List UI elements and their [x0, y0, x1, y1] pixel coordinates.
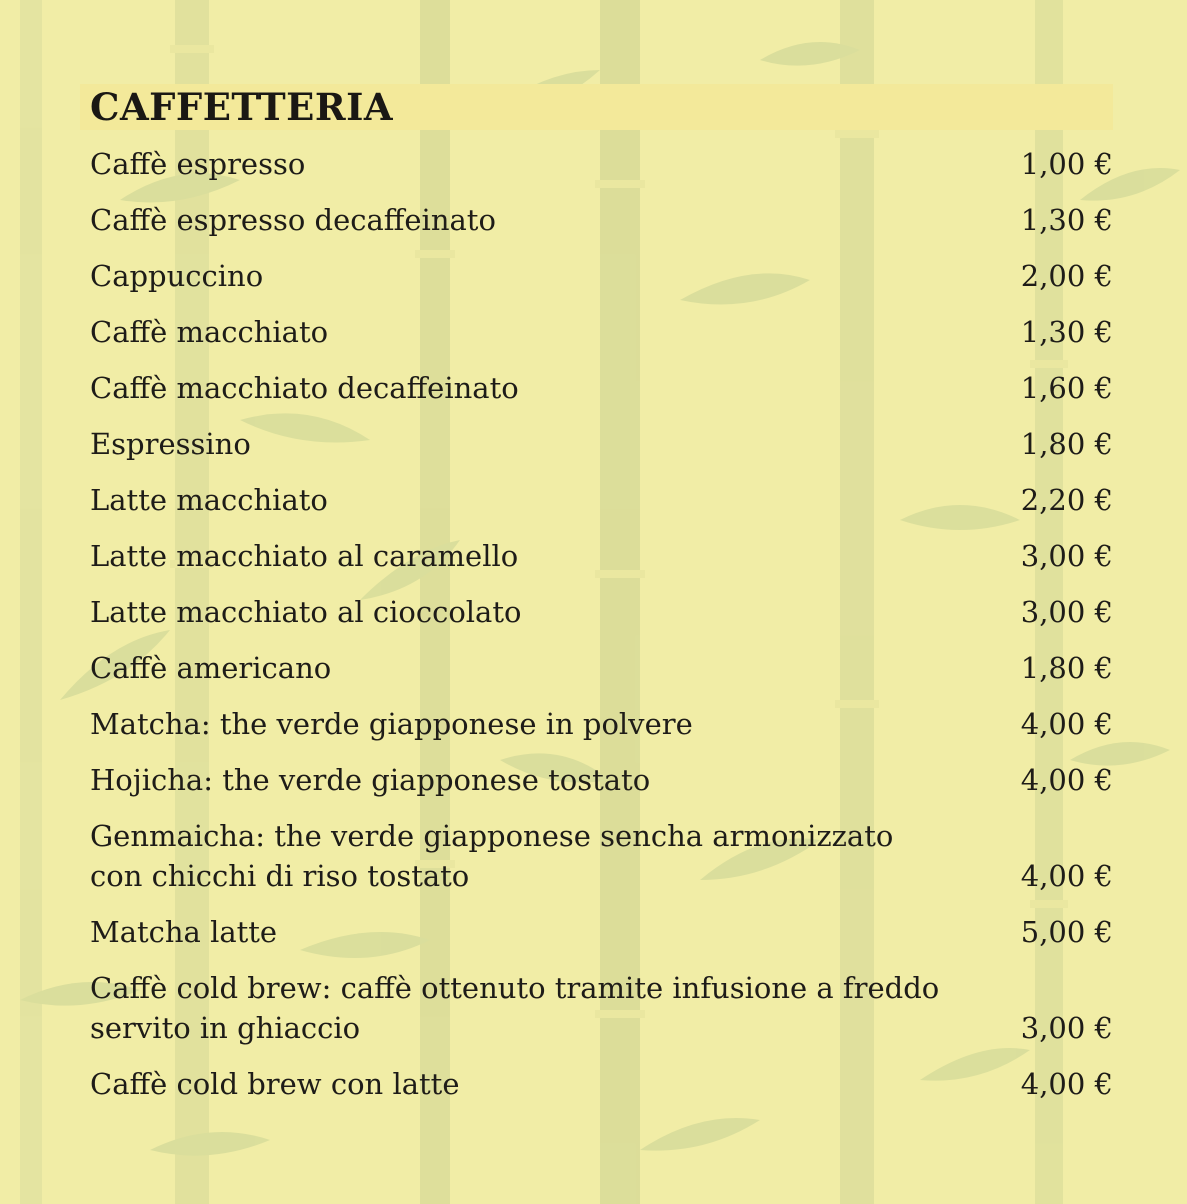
- item-price: 3,00 €: [1020, 1011, 1113, 1045]
- item-name: Caffè macchiato: [90, 315, 329, 349]
- menu-section: [80, 84, 1113, 1104]
- menu-item: [80, 800, 1113, 896]
- item-price: 3,00 €: [1020, 539, 1113, 573]
- menu-item: [80, 240, 1113, 296]
- item-name: Caffè espresso: [90, 147, 306, 181]
- menu-item: [80, 632, 1113, 688]
- menu-item: [80, 520, 1113, 576]
- menu-item: [80, 576, 1113, 632]
- item-price: 2,00 €: [1020, 259, 1113, 293]
- item-name: Genmaicha: the verde giapponese sencha armonizzato con chicchi di riso tostato: [90, 819, 894, 893]
- item-name: Espressino: [90, 427, 251, 461]
- item-name: Latte macchiato: [90, 483, 328, 517]
- item-price: 4,00 €: [1020, 763, 1113, 797]
- item-name: Hojicha: the verde giapponese tostato: [90, 763, 651, 797]
- item-price: 2,20 €: [1020, 483, 1113, 517]
- item-name: Cappuccino: [90, 259, 264, 293]
- item-price: 1,80 €: [1020, 427, 1113, 461]
- menu-item-list: [80, 130, 1113, 1104]
- section-title: CAFFETTERIA: [80, 84, 1113, 130]
- item-name: Matcha latte: [90, 915, 278, 949]
- item-price: 1,00 €: [1020, 147, 1113, 181]
- item-name: Caffè espresso decaffeinato: [90, 203, 496, 237]
- menu-item: [80, 744, 1113, 800]
- item-price: 1,30 €: [1020, 203, 1113, 237]
- menu-item: [80, 184, 1113, 240]
- item-name: Latte macchiato al caramello: [90, 539, 519, 573]
- menu-item: [80, 352, 1113, 408]
- item-name: Latte macchiato al cioccolato: [90, 595, 522, 629]
- item-price: 4,00 €: [1020, 859, 1113, 893]
- menu-item: [80, 688, 1113, 744]
- item-name: Matcha: the verde giapponese in polvere: [90, 707, 693, 741]
- item-price: 1,60 €: [1020, 371, 1113, 405]
- item-price: 1,30 €: [1020, 315, 1113, 349]
- item-price: 4,00 €: [1020, 707, 1113, 741]
- item-price: 5,00 €: [1020, 915, 1113, 949]
- menu-item: [80, 408, 1113, 464]
- item-name: Caffè cold brew con latte: [90, 1067, 460, 1101]
- item-price: 3,00 €: [1020, 595, 1113, 629]
- item-price: 4,00 €: [1020, 1067, 1113, 1101]
- menu-item: [80, 464, 1113, 520]
- item-name: Caffè cold brew: caffè ottenuto tramite infusione a freddo servito in ghiaccio: [90, 971, 940, 1045]
- menu-item: [80, 296, 1113, 352]
- menu-item: [80, 130, 1113, 184]
- item-name: Caffè americano: [90, 651, 332, 685]
- menu-item: [80, 896, 1113, 952]
- item-price: 1,80 €: [1020, 651, 1113, 685]
- item-name: Caffè macchiato decaffeinato: [90, 371, 519, 405]
- menu-item: [80, 952, 1113, 1048]
- menu-item: [80, 1048, 1113, 1104]
